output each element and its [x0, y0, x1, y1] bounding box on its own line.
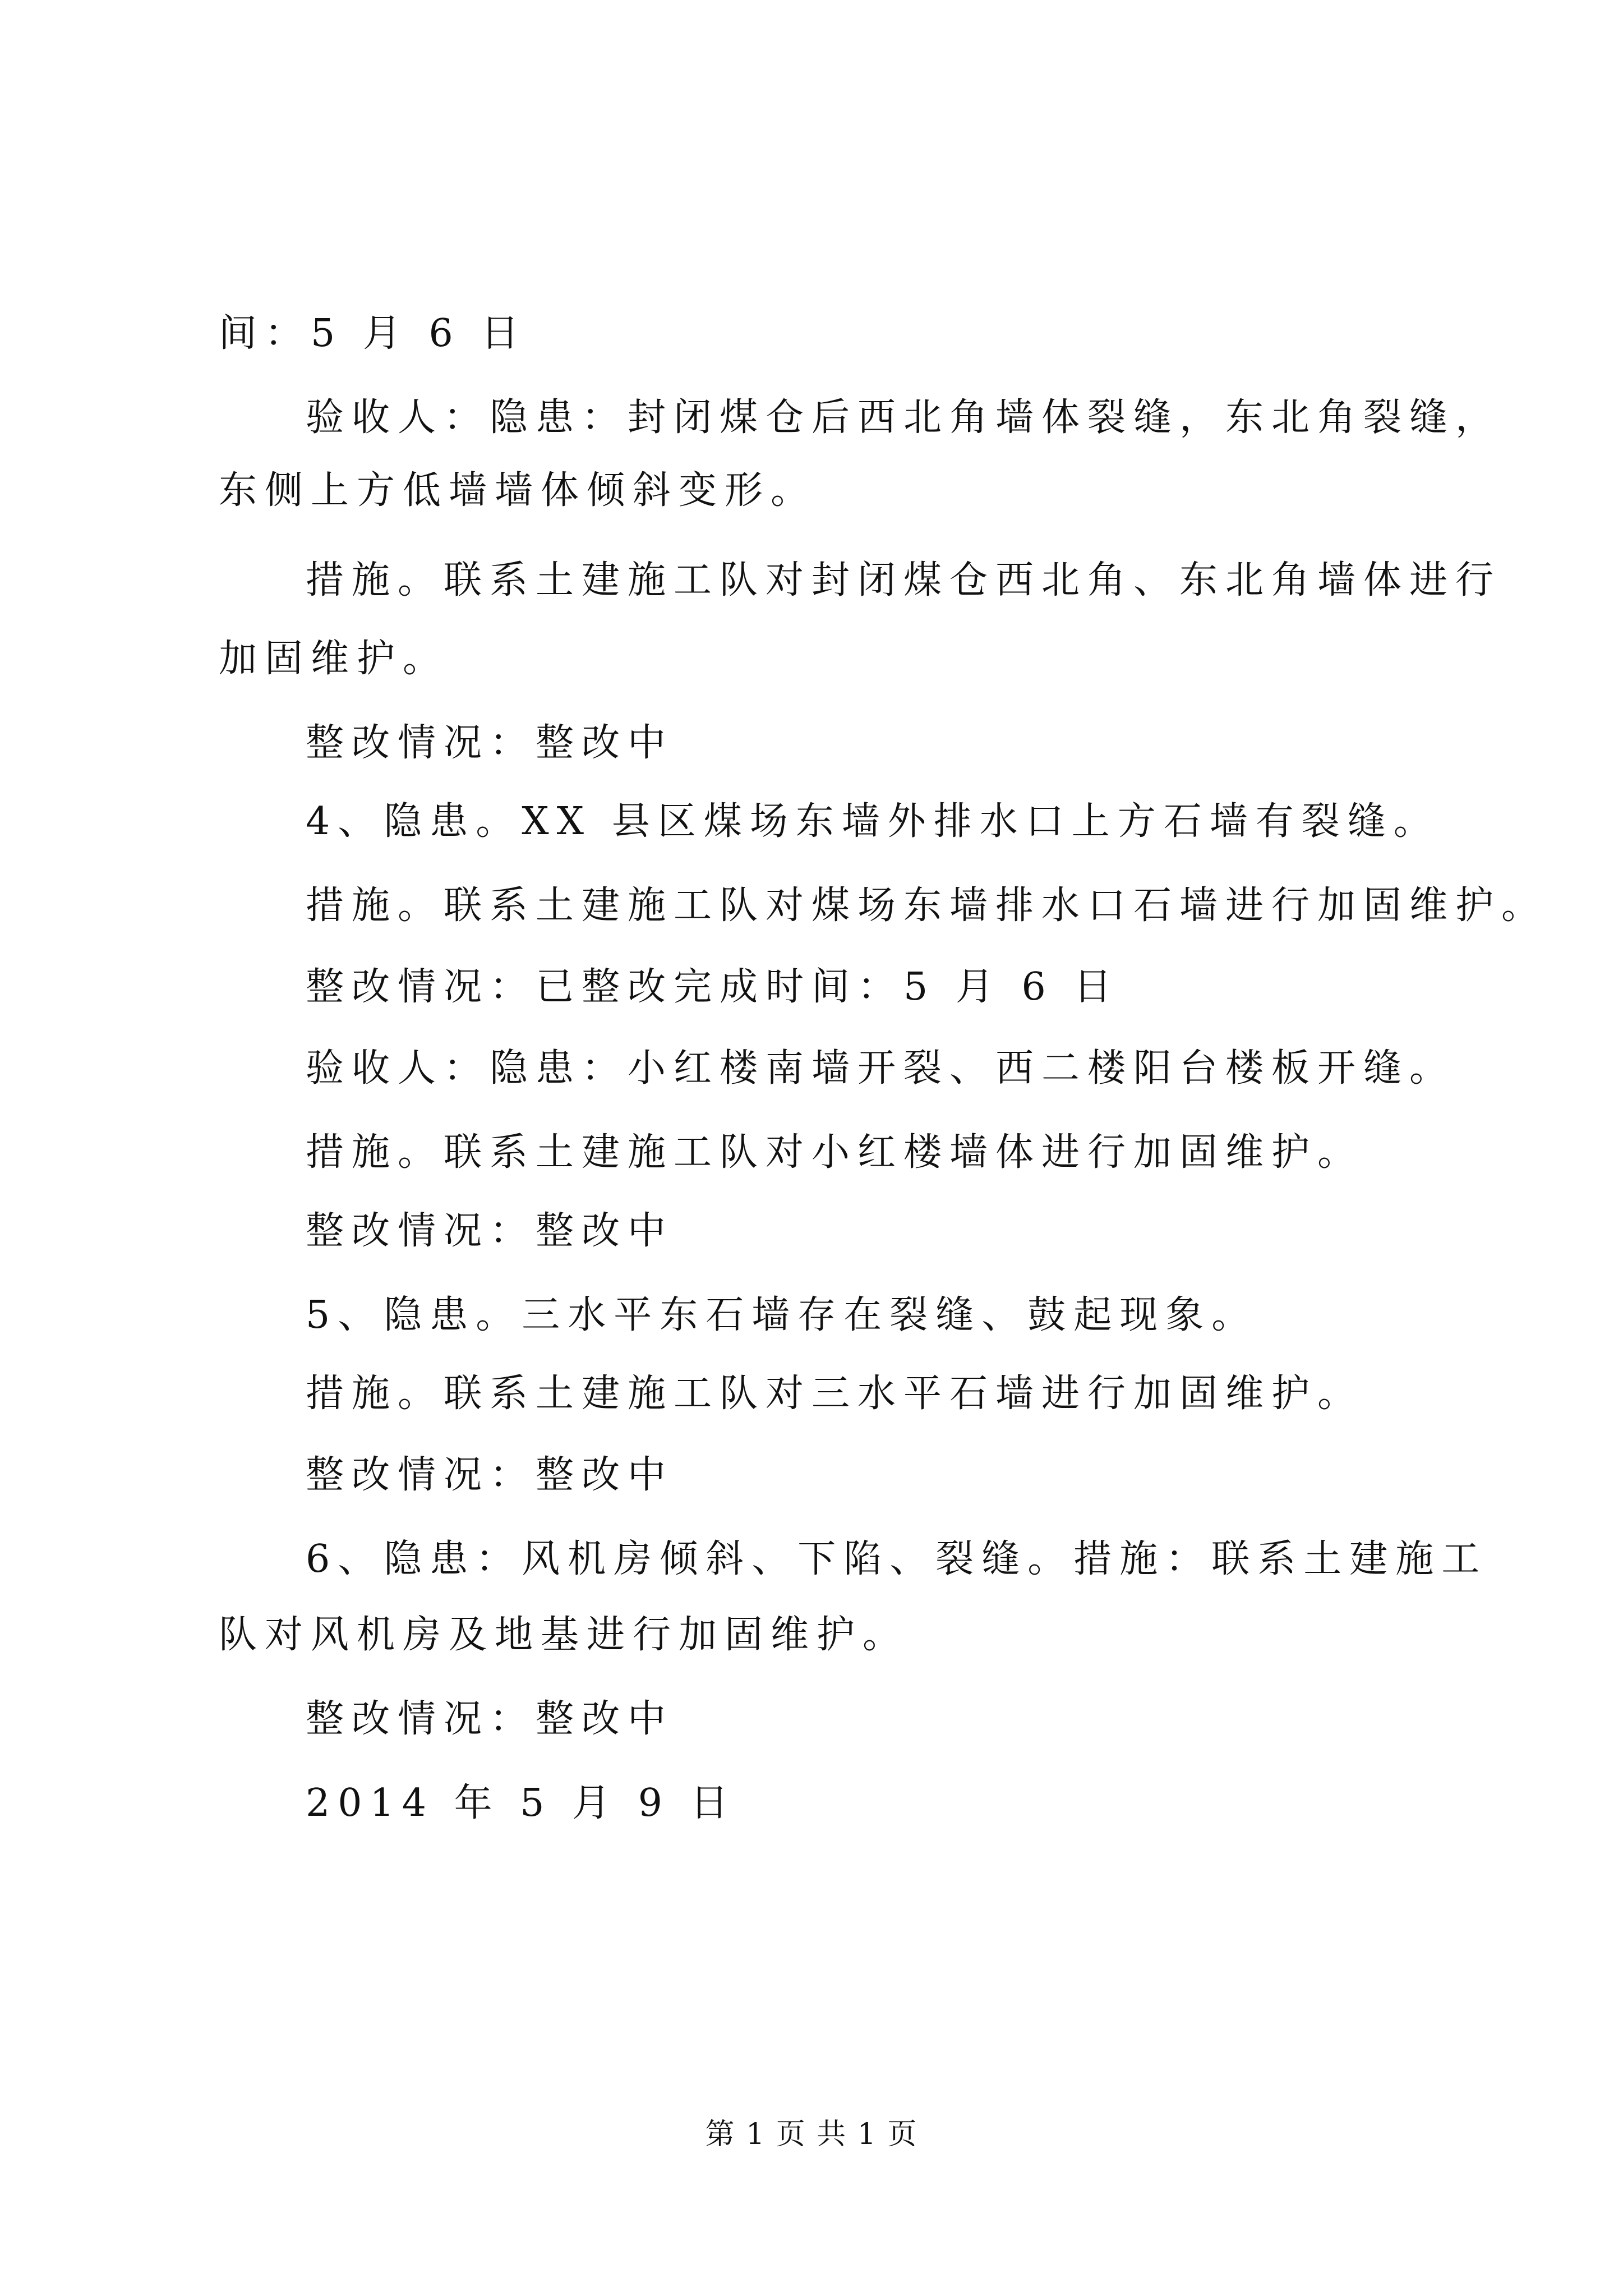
- text-line: 验收人：隐患：小红楼南墙开裂、西二楼阳台楼板开缝。: [306, 1046, 1456, 1091]
- text-line: 加固维护。: [219, 637, 449, 681]
- text-line: 5、隐患。三水平东石墙存在裂缝、鼓起现象。: [306, 1293, 1258, 1337]
- text-line: 6、隐患：风机房倾斜、下陷、裂缝。措施：联系土建施工: [306, 1537, 1488, 1581]
- text-line: 验收人：隐患：封闭煤仓后西北角墙体裂缝，东北角裂缝，: [306, 395, 1502, 440]
- text-line: 措施。联系土建施工队对封闭煤仓西北角、东北角墙体进行: [306, 558, 1502, 602]
- text-line: 队对风机房及地基进行加固维护。: [219, 1613, 909, 1657]
- text-line: 整改情况：整改中: [306, 1697, 674, 1741]
- text-line: 整改情况：整改中: [306, 1453, 674, 1497]
- date-line: 2014 年 5 月 9 日: [306, 1781, 736, 1825]
- text-line: 措施。联系土建施工队对小红楼墙体进行加固维护。: [306, 1130, 1364, 1175]
- text-line: 整改情况：整改中: [306, 721, 674, 765]
- text-line: 整改情况：整改中: [306, 1209, 674, 1253]
- text-line: 间：5 月 6 日: [219, 311, 527, 356]
- text-line: 东侧上方低墙墙体倾斜变形。: [219, 468, 817, 513]
- text-line: 4、隐患。XX 县区煤场东墙外排水口上方石墙有裂缝。: [306, 799, 1440, 844]
- text-line: 措施。联系土建施工队对煤场东墙排水口石墙进行加固维护。: [306, 884, 1548, 928]
- text-line: 措施。联系土建施工队对三水平石墙进行加固维护。: [306, 1372, 1364, 1416]
- text-line: 整改情况：已整改完成时间：5 月 6 日: [306, 965, 1120, 1009]
- page-footer: 第 1 页 共 1 页: [705, 2118, 918, 2151]
